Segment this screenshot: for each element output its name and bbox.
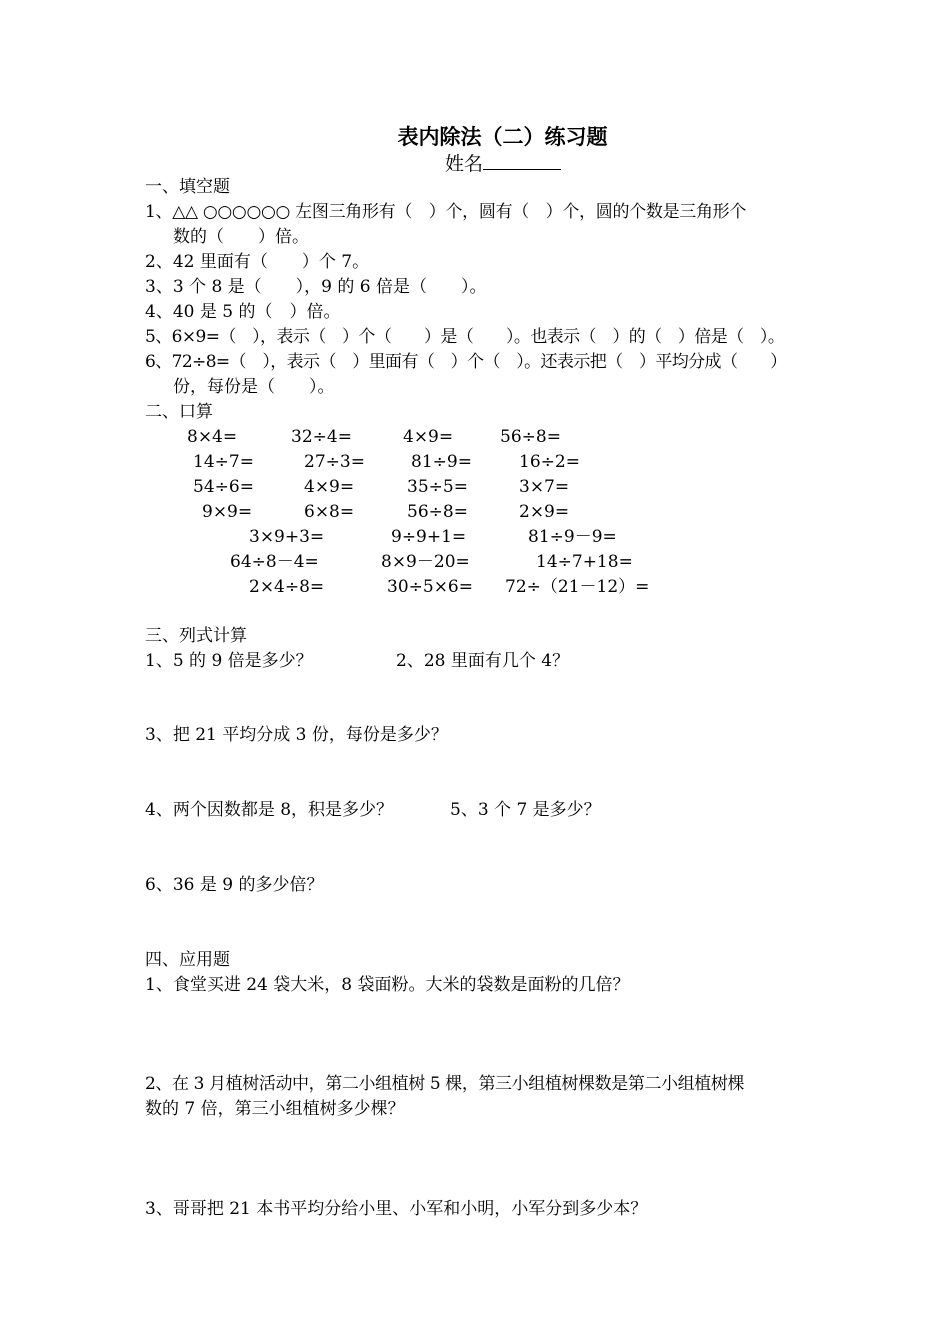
page-title: 表内除法（二）练习题: [397, 124, 608, 149]
fill-question-1-line2: 数的（ ）倍。: [173, 227, 309, 247]
oral-calc-item: 56÷8=: [500, 427, 561, 447]
fill-question-2: 2、42 里面有（ ）个 7。: [145, 252, 370, 272]
oral-calc-item: 3×7=: [519, 477, 570, 497]
calc-question-4: 4、两个因数都是 8，积是多少？: [145, 800, 394, 820]
fill-question-4: 4、40 是 5 的（ ）倍。: [145, 302, 341, 322]
oral-calc-item: 32÷4=: [291, 427, 352, 447]
oral-calc-item: 30÷5×6=: [387, 577, 473, 597]
oral-calc-item: 4×9=: [403, 427, 454, 447]
name-field: [445, 150, 561, 177]
oral-calc-item: 3×9+3=: [249, 527, 325, 547]
oral-calc-item: 56÷8=: [407, 502, 468, 522]
section1-heading: 一、填空题: [145, 177, 230, 197]
calc-question-1: 1、5 的 9 倍是多少？: [145, 651, 313, 671]
fill-question-6-line1: 6、72÷8=（ ），表示（ ）里面有（ ）个（ ）。还表示把（ ）平均分成（ ）: [145, 352, 787, 372]
oral-calc-item: 9÷9+1=: [391, 527, 467, 547]
section4-heading: 四、应用题: [145, 950, 230, 970]
oral-calc-item: 6×8=: [304, 502, 355, 522]
oral-calc-item: 14÷7=: [193, 452, 254, 472]
oral-calc-item: 2×9=: [519, 502, 570, 522]
calc-question-6: 6、36 是 9 的多少倍？: [145, 875, 324, 895]
fill-question-1-line1: 1、△△ ○○○○○○ 左图三角形有（ ）个，圆有（ ）个，圆的个数是三角形个: [145, 202, 747, 222]
calc-question-3: 3、把 21 平均分成 3 份，每份是多少？: [145, 725, 448, 745]
oral-calc-item: 64÷8－4=: [230, 552, 319, 572]
oral-calc-item: 81÷9=: [411, 452, 472, 472]
oral-calc-item: 81÷9－9=: [528, 527, 617, 547]
name-blank-line: [483, 150, 561, 170]
word-problem-1: 1、食堂买进 24 袋大米，8 袋面粉。大米的袋数是面粉的几倍？: [145, 975, 630, 995]
oral-calc-item: 2×4÷8=: [249, 577, 325, 597]
oral-calc-item: 14÷7+18=: [536, 552, 633, 572]
fill-question-5: 5、6×9=（ ），表示（ ）个（ ）是（ ）。也表示（ ）的（ ）倍是（ ）。: [145, 327, 785, 347]
fill-question-6-line2: 份，每份是（ ）。: [173, 377, 335, 397]
oral-calc-item: 27÷3=: [304, 452, 365, 472]
section2-heading: 二、口算: [145, 402, 213, 422]
word-problem-3: 3、哥哥把 21 本书平均分给小里、小军和小明，小军分到多少本？: [145, 1199, 648, 1219]
calc-question-2: 2、28 里面有几个 4？: [396, 651, 570, 671]
oral-calc-item: 9×9=: [202, 502, 253, 522]
word-problem-2-line1: 2、在 3 月植树活动中，第二小组植树 5 棵，第三小组植树棵数是第二小组植树棵: [145, 1074, 745, 1094]
oral-calc-item: 8×4=: [187, 427, 238, 447]
name-label: 姓名: [445, 153, 484, 175]
oral-calc-item: 54÷6=: [193, 477, 254, 497]
oral-calc-item: 4×9=: [304, 477, 355, 497]
word-problem-2-line2: 数的 7 倍，第三小组植树多少棵？: [145, 1099, 405, 1119]
calc-question-5: 5、3 个 7 是多少？: [450, 800, 601, 820]
oral-calc-item: 72÷（21－12）=: [505, 577, 650, 597]
oral-calc-item: 8×9－20=: [381, 552, 470, 572]
oral-calc-item: 35÷5=: [407, 477, 468, 497]
oral-calc-item: 16÷2=: [519, 452, 580, 472]
section3-heading: 三、列式计算: [145, 626, 247, 646]
fill-question-3: 3、3 个 8 是（ ），9 的 6 倍是（ ）。: [145, 277, 487, 297]
